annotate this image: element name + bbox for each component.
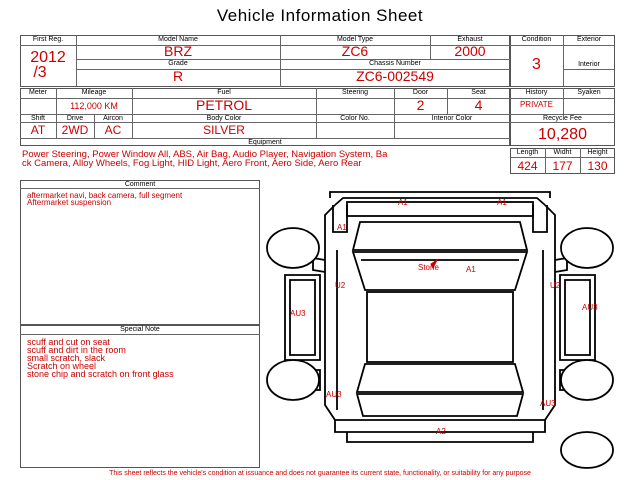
length-label: Length <box>516 149 539 156</box>
special-line-1: scuff and cut on seat <box>27 337 110 347</box>
model-type-label: Model Type <box>336 36 374 43</box>
sheet-title: Vehicle Information Sheet <box>216 6 424 25</box>
damage-au3-bottom-left: AU3 <box>326 390 342 399</box>
fuel: PETROL <box>195 97 252 113</box>
model-name-label: Model Name <box>158 36 198 43</box>
grade: R <box>172 68 184 84</box>
damage-a1-top-right: A1 <box>497 198 507 207</box>
equipment-line-1: Power Steering, Power Window All, ABS, Air Bag, Audio Player, Navigation System, Ba <box>22 149 388 160</box>
chassis-label: Chassis Number <box>369 60 421 67</box>
grade-label: Grade <box>168 60 188 67</box>
first-reg-label: First Reg. <box>32 36 64 43</box>
aircon: AC <box>104 123 122 137</box>
shift-label: Shift <box>30 115 45 122</box>
meter-label: Meter <box>29 89 47 96</box>
mileage: 112,000 KM <box>70 101 118 111</box>
interior-label: Interior <box>578 61 600 68</box>
mileage-label: Mileage <box>81 89 107 96</box>
special-note-label: Special Note <box>120 326 160 333</box>
body-color-label: Body Color <box>206 115 242 122</box>
recycle-label: Recycle Fee <box>543 115 582 122</box>
door-label: Door <box>412 89 429 96</box>
special-line-5: stone chip and scratch on front glass <box>27 369 174 379</box>
damage-u2-right: U2 <box>550 281 561 290</box>
chassis-number: ZC6-002549 <box>356 68 434 84</box>
steering-label: Steering <box>341 89 369 96</box>
damage-a1-glass: A1 <box>466 265 476 274</box>
drive: 2WD <box>61 123 89 137</box>
length: 424 <box>517 159 538 173</box>
door: 2 <box>416 97 425 113</box>
color-no-label: Color No. <box>340 115 370 122</box>
damage-au3-left: AU3 <box>290 309 306 318</box>
exhaust-label: Exhaust <box>457 36 483 43</box>
seat: 4 <box>474 97 483 113</box>
height-label: Height <box>587 149 608 156</box>
condition-grade: 3 <box>532 56 541 73</box>
first-reg-year: 2012 <box>30 49 66 66</box>
shift: AT <box>30 123 46 137</box>
special-line-4: Scratch on wheel <box>27 361 97 371</box>
aircon-label: Aircon <box>103 115 123 122</box>
exhaust: 2000 <box>454 43 486 59</box>
equipment-line-2: ck Camera, Alloy Wheels, Fog Light, HID Light, Aero Front, Aero Side, Aero Rear <box>22 158 362 169</box>
damage-au3-bottom-right: AU3 <box>540 399 556 408</box>
first-reg-month: /3 <box>33 64 47 81</box>
damage-a1-hood: A1 <box>337 223 347 232</box>
history-label: History <box>525 89 548 96</box>
damage-u2-left: U2 <box>335 281 346 290</box>
model-name: BRZ <box>164 43 192 59</box>
syaken-label: Syaken <box>577 89 601 96</box>
width: 177 <box>552 159 573 173</box>
equipment-label: Equipment <box>248 139 282 146</box>
fuel-label: Fuel <box>217 89 231 96</box>
height: 130 <box>587 159 608 173</box>
damage-stone: Stone <box>418 263 439 272</box>
comment-line-1: aftermarket navi, back camera, full segment <box>27 191 183 200</box>
condition-label: Condition <box>521 36 552 43</box>
drive-label: Drive <box>66 115 84 122</box>
exterior-label: Exterior <box>576 36 602 43</box>
damage-au3-right: AU3 <box>582 303 598 312</box>
damage-a2: A2 <box>436 427 446 436</box>
comment-label: Comment <box>124 181 156 188</box>
history: PRIVATE <box>519 100 554 109</box>
disclaimer-footer: This sheet reflects the vehicle's condition at issuance and does not guarantee its current state, functionality, or suitability for any purpose <box>109 470 531 477</box>
special-line-3: small scratch, slack <box>27 353 106 363</box>
body-color: SILVER <box>203 123 245 137</box>
special-line-2: scuff and dirt in the room <box>27 345 126 355</box>
model-type: ZC6 <box>341 43 369 59</box>
seat-label: Seat <box>471 89 486 96</box>
interior-color-label: Interior Color <box>431 115 473 122</box>
recycle-fee: 10,280 <box>538 126 587 143</box>
width-label: Widht <box>553 149 572 156</box>
comment-line-2: Aftermarket suspension <box>27 198 112 207</box>
damage-a1-top-left: A1 <box>398 198 408 207</box>
